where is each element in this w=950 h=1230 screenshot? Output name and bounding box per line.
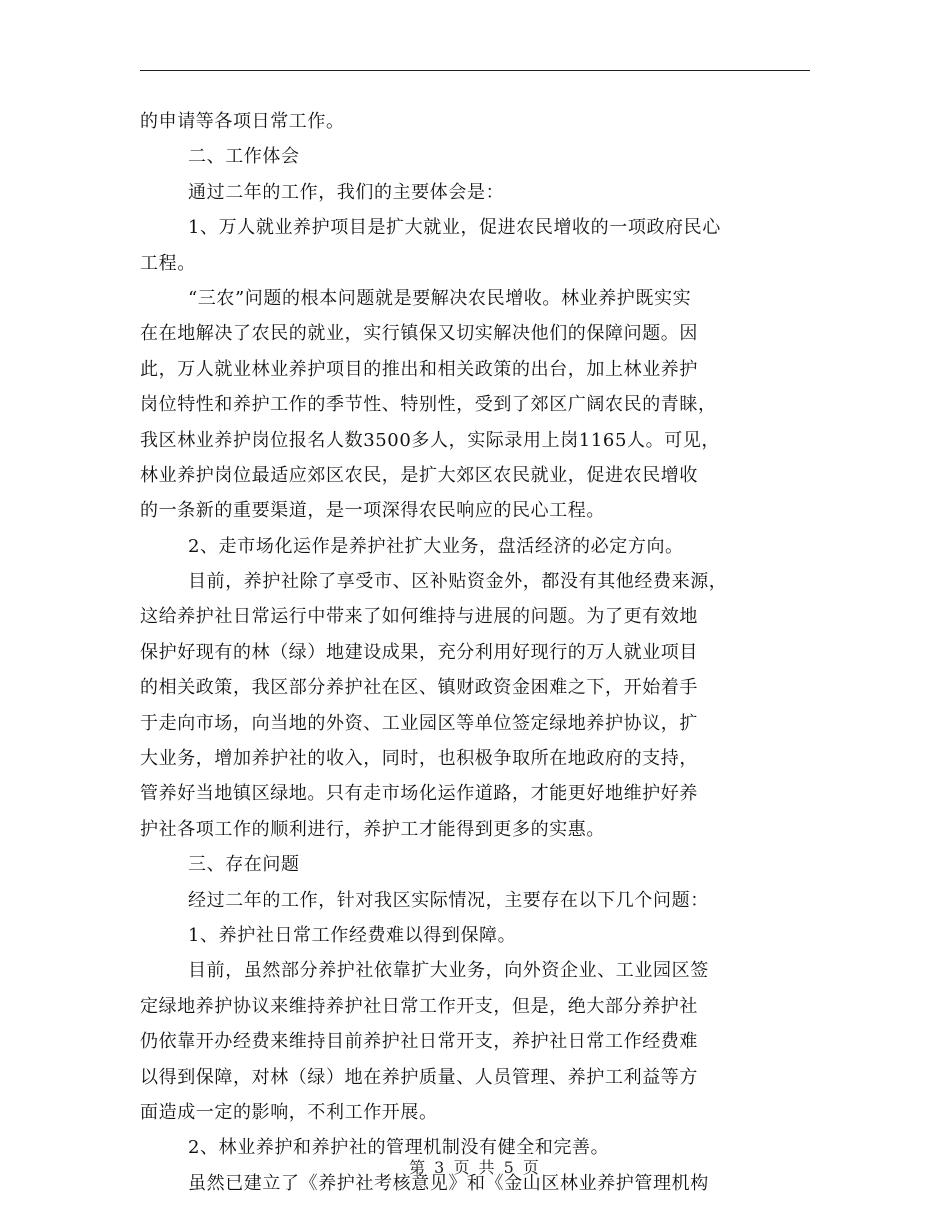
paragraph-line: 大业务，增加养护社的收入，同时，也积极争取所在地政府的支持，: [140, 748, 698, 770]
section-heading-work-experience: 二、工作体会: [188, 146, 300, 168]
paragraph-line: 此，万人就业林业养护项目的推出和相关政策的出台，加上林业养护: [140, 358, 698, 380]
paragraph-line: 的相关政策，我区部分养护社在区、镇财政资金困难之下，开始着手: [140, 677, 698, 699]
subheading-line: 2、林业养护和养护社的管理机制没有健全和完善。: [188, 1137, 610, 1159]
paragraph-line: 的申请等各项日常工作。: [140, 111, 345, 132]
subheading-line: 工程。: [140, 252, 196, 274]
paragraph-line: 定绿地养护协议来维持养护社日常工作开支，但是，绝大部分养护社: [140, 995, 698, 1017]
header-rule: [140, 70, 810, 71]
paragraph-line: 在在地解决了农民的就业，实行镇保又切实解决他们的保障问题。因: [140, 323, 698, 345]
paragraph-line: 通过二年的工作，我们的主要体会是：: [188, 181, 505, 203]
paragraph-line: 这给养护社日常运行中带来了如何维持与进展的问题。为了更有效地: [140, 606, 698, 628]
paragraph-line: 保护好现有的林（绿）地建设成果，充分利用好现行的万人就业项目: [140, 641, 698, 663]
paragraph-line: 目前，虽然部分养护社依靠扩大业务，向外资企业、工业园区签: [188, 960, 709, 982]
paragraph-line: 目前，养护社除了享受市、区补贴资金外，都没有其他经费来源，: [188, 571, 728, 593]
paragraph-line: 面造成一定的影响，不利工作开展。: [140, 1101, 438, 1123]
paragraph-line: 于走向市场，向当地的外资、工业园区等单位签定绿地养护协议，扩: [140, 712, 698, 734]
paragraph-line: 的一条新的重要渠道，是一项深得农民响应的民心工程。: [140, 500, 605, 522]
section-heading-existing-problems: 三、存在问题: [188, 854, 300, 876]
paragraph-line: 林业养护岗位最适应郊区农民，是扩大郊区农民就业，促进农民增收: [140, 464, 698, 486]
subheading-line: 1、万人就业养护项目是扩大就业，促进农民增收的一项政府民心: [188, 217, 721, 239]
page-number-footer: 第 3 页 共 5 页: [409, 1158, 541, 1177]
paragraph-line: “三农”问题的根本问题就是要解决农民增收。林业养护既实实: [188, 287, 692, 309]
paragraph-line: 我区林业养护岗位报名人数3500多人，实际录用上岗1165人。可见，: [140, 429, 721, 451]
document-body: [140, 104, 810, 1201]
subheading-line: 2、走市场化运作是养护社扩大业务，盘活经济的必定方向。: [188, 535, 684, 557]
paragraph-line: 岗位特性和养护工作的季节性、特别性，受到了郊区广阔农民的青睐，: [140, 394, 717, 416]
paragraph-line: 经过二年的工作，针对我区实际情况，主要存在以下几个问题：: [188, 889, 709, 911]
subheading-line: 1、养护社日常工作经费难以得到保障。: [188, 924, 517, 946]
paragraph-line: 管养好当地镇区绿地。只有走市场化运作道路，才能更好地维护好养: [140, 783, 698, 805]
paragraph-line: 仍依靠开办经费来维持目前养护社日常开支，养护社日常工作经费难: [140, 1031, 698, 1053]
paragraph-line: 虽然已建立了《养护社考核意见》和《金山区林业养护管理机构: [188, 1172, 709, 1194]
paragraph-line: 护社各项工作的顺利进行，养护工才能得到更多的实惠。: [140, 818, 605, 840]
paragraph-line: 以得到保障，对林（绿）地在养护质量、人员管理、养护工利益等方: [140, 1066, 698, 1088]
